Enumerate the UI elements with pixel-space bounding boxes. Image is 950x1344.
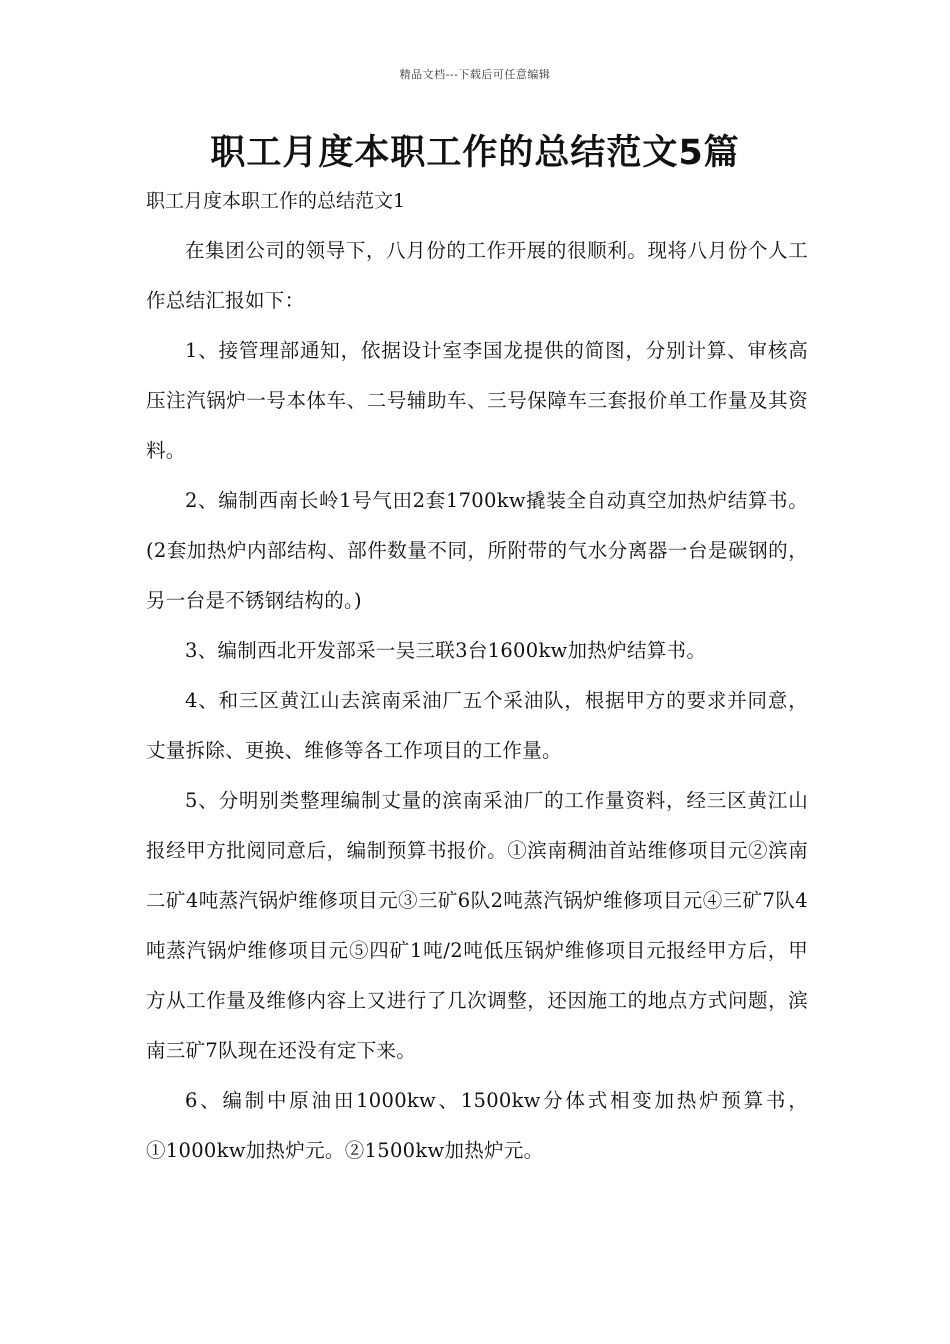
paragraph-item-6: 6、编制中原油田1000kw、1500kw分体式相变加热炉预算书，①1000kw加热炉元。②1500kw加热炉元。 bbox=[146, 1089, 808, 1162]
paragraph-item-3: 3、编制西北开发部采一吴三联3台1600kw加热炉结算书。 bbox=[185, 639, 707, 662]
document-body bbox=[146, 226, 808, 1176]
header-note: 精品文档---下载后可任意编辑 bbox=[399, 68, 551, 81]
paragraph-item-5: 5、分明别类整理编制丈量的滨南采油厂的工作量资料，经三区黄江山报经甲方批阅同意后，编制预算书报价。①滨南稠油首站维修项目元②滨南二矿4吨蒸汽锅炉维修项目元③三矿6队2吨蒸汽锅炉维修项目元④三矿7队4吨蒸汽锅炉维修项目元⑤四矿1吨/2吨低压锅炉维修项目元报经甲方后，甲方从工作量及维修内容上又进行了几次调整，还因施工的地点方式问题，滨南三矿7队现在还没有定下来。 bbox=[146, 789, 808, 1062]
paragraph-intro: 在集团公司的领导下，八月份的工作开展的很顺利。现将八月份个人工作总结汇报如下： bbox=[146, 239, 808, 312]
paragraph-item-1: 1、接管理部通知，依据设计室李国龙提供的简图，分别计算、审核高压注汽锅炉一号本体车、二号辅助车、三号保障车三套报价单工作量及其资料。 bbox=[146, 339, 808, 462]
section-heading: 职工月度本职工作的总结范文1 bbox=[146, 190, 406, 212]
paragraph-item-2: 2、编制西南长岭1号气田2套1700kw撬装全自动真空加热炉结算书。(2套加热炉内部结构、部件数量不同，所附带的气水分离器一台是碳钢的，另一台是不锈钢结构的。) bbox=[146, 489, 808, 612]
document-title: 职工月度本职工作的总结范文5篇 bbox=[210, 133, 740, 173]
paragraph-item-4: 4、和三区黄江山去滨南采油厂五个采油队，根据甲方的要求并同意，丈量拆除、更换、维修等各工作项目的工作量。 bbox=[146, 689, 808, 762]
